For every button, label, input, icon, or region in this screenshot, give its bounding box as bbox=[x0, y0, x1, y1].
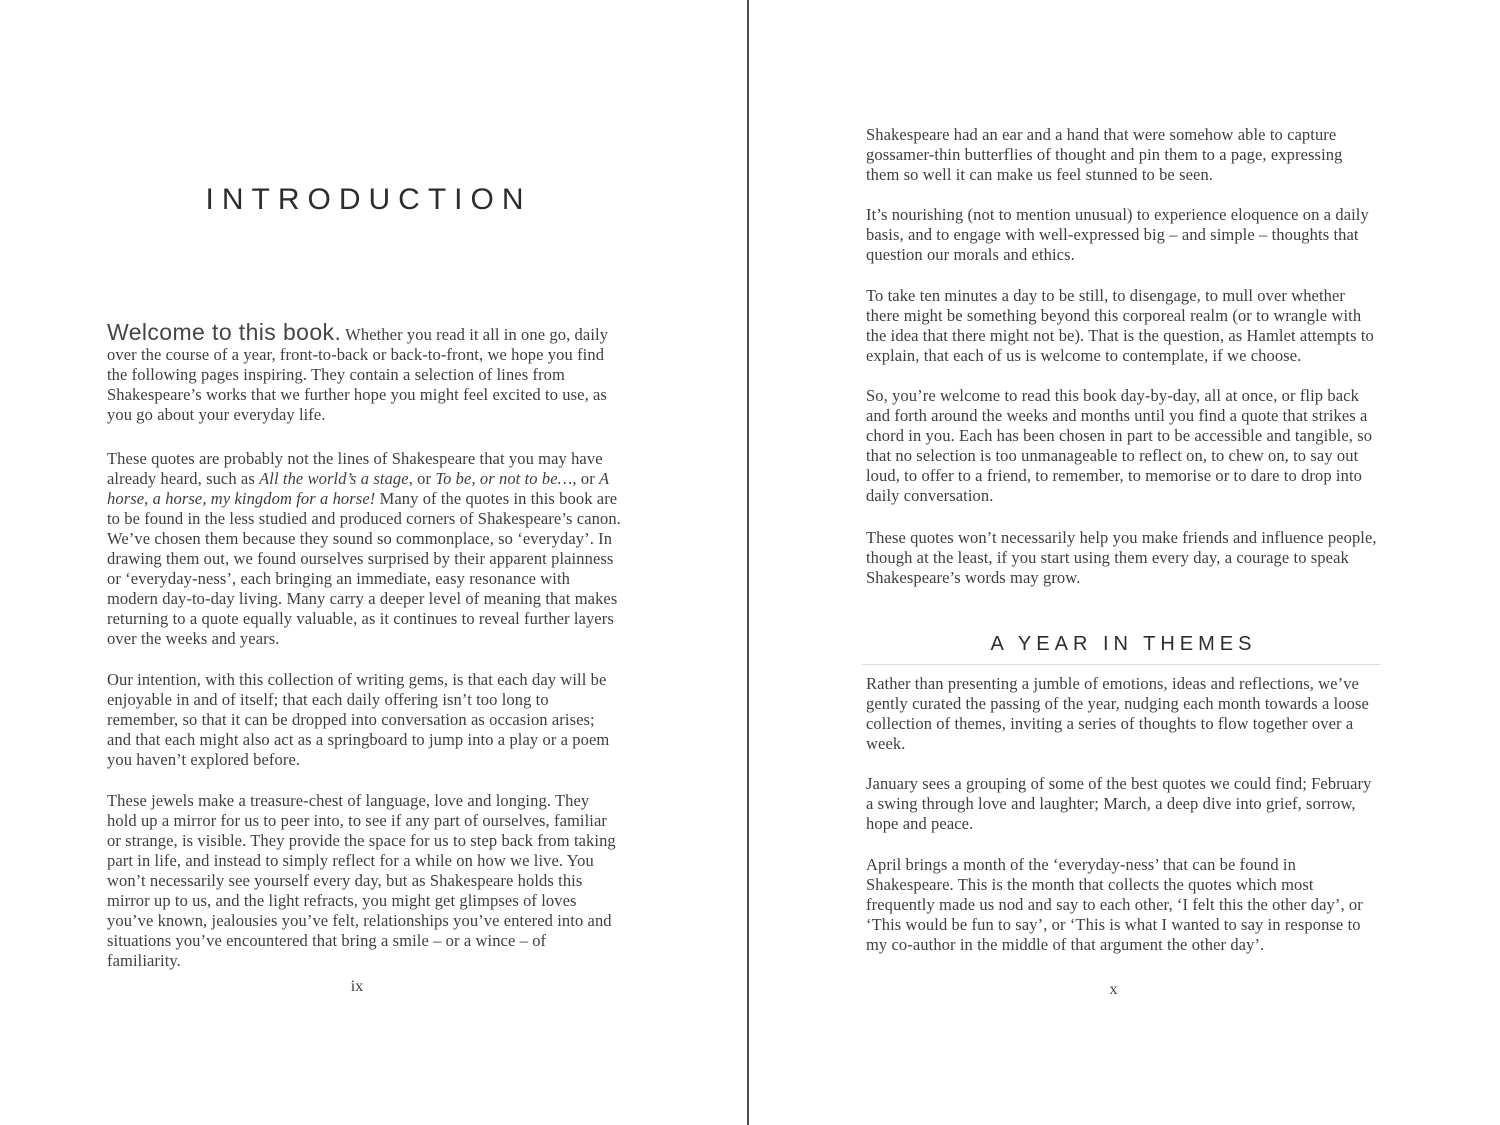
paragraph-jewels: These jewels make a treasure-chest of language, love and longing. They hold up a mirror for us to peer into, to see if any part of ourselves, familiar or strange, is visible. They provide the space for us to step back from taking part in life, and instead to simply reflect for a while on how we live. You won’t necessarily see yourself every day, but as Shakespeare holds this mirror up to us, and the light refracts, you might get glimpses of loves you’ve known, jealousies you’ve felt, relationships you’ve entered into and situations you’ve encountered that bring a smile – or a wince – of familiarity. bbox=[107, 791, 616, 970]
lead-in-phrase: Welcome to this book. bbox=[107, 319, 342, 345]
paragraph-ten-minutes: To take ten minutes a day to be still, to disengage, to mull over whether there might be something beyond this corporeal realm (or to wrangle with the idea that there might not be). That is the question, as Hamlet attempts to explain, that each of us is welcome to contemplate, if we choose. bbox=[866, 286, 1374, 365]
paragraph-quotes: These quotes are probably not the lines of Shakespeare that you may have already heard, such as All the world’s a stage, or To be, or not to be…, or A horse, a horse, my kingdom for a horse! Many of the quotes in this book are to be found in the less studied and produced corners of Shakespeare’s canon. We’ve chosen them because they sound so commonplace, so ‘everyday’. In drawing them out, we found ourselves surprised by their apparent plainness or ‘everyday-ness’, each bringing an immediate, easy resonance with modern day-to-day living. Many carry a deeper level of meaning that makes returning to a quote equally valuable, as it continues to reveal further layers over the weeks and years. bbox=[107, 449, 621, 648]
chapter-title: INTRODUCTION bbox=[205, 183, 532, 216]
paragraph-welcome bbox=[107, 319, 622, 425]
paragraph-intention: Our intention, with this collection of writing gems, is that each day will be enjoyable in and of itself; that each daily offering isn’t too long to remember, so that it can be dropped into conversation as occasion arises; and that each might also act as a springboard to jump into a play or a poem you haven’t explored before. bbox=[107, 670, 610, 769]
paragraph-nourishing: It’s nourishing (not to mention unusual) to experience eloquence on a daily basis, and to engage with well-expressed big – and simple – thoughts that question our morals and ethics. bbox=[866, 205, 1369, 264]
paragraph-ear-and-hand: Shakespeare had an ear and a hand that were somehow able to capture gossamer-thin butterflies of thought and pin them to a page, expressing them so well it can make us feel stunned to be seen. bbox=[866, 125, 1343, 184]
page-number-right: x bbox=[1109, 981, 1118, 998]
page-number-left: ix bbox=[350, 978, 364, 995]
paragraph-make-friends: These quotes won’t necessarily help you make friends and influence people, though at the least, if you start using them every day, a courage to speak Shakespeare’s words may grow. bbox=[866, 528, 1377, 587]
paragraph-april: April brings a month of the ‘everyday-ness’ that can be found in Shakespeare. This is the month that collects the quotes which most frequently made us nod and say to each other, ‘I felt this the other day’, or ‘This would be fun to say’, or ‘This is what I wanted to say in response to my co-author in the middle of that argument the other day’. bbox=[866, 855, 1363, 954]
paragraph-january-february-march: January sees a grouping of some of the best quotes we could find; February a swing through love and laughter; March, a deep dive into grief, sorrow, hope and peace. bbox=[866, 774, 1372, 833]
lead-in-body: Whether you read it all in one go, daily over the course of a year, front-to-back or back-to-front, we hope you find the following pages inspiring. They contain a selection of lines from Shakespeare’s works that we further hope you might feel excited to use, as you go about your everyday life. bbox=[107, 325, 609, 424]
section-heading-year-in-themes: A YEAR IN THEMES bbox=[862, 632, 1380, 665]
paragraph-welcome-to-read: So, you’re welcome to read this book day-by-day, all at once, or flip back and forth around the weeks and months until you find a quote that strikes a chord in you. Each has been chosen in part to be accessible and tangible, so that no selection is too unmanageable to reflect on, to chew on, to say out loud, to offer to a friend, to remember, to memorise or to dare to drop into daily conversation. bbox=[866, 386, 1373, 505]
page-divider bbox=[747, 0, 749, 1125]
paragraph-curated-year: Rather than presenting a jumble of emotions, ideas and reflections, we’ve gently curated the passing of the year, nudging each month towards a loose collection of themes, inviting a series of thoughts to flow together over a week. bbox=[866, 674, 1369, 753]
